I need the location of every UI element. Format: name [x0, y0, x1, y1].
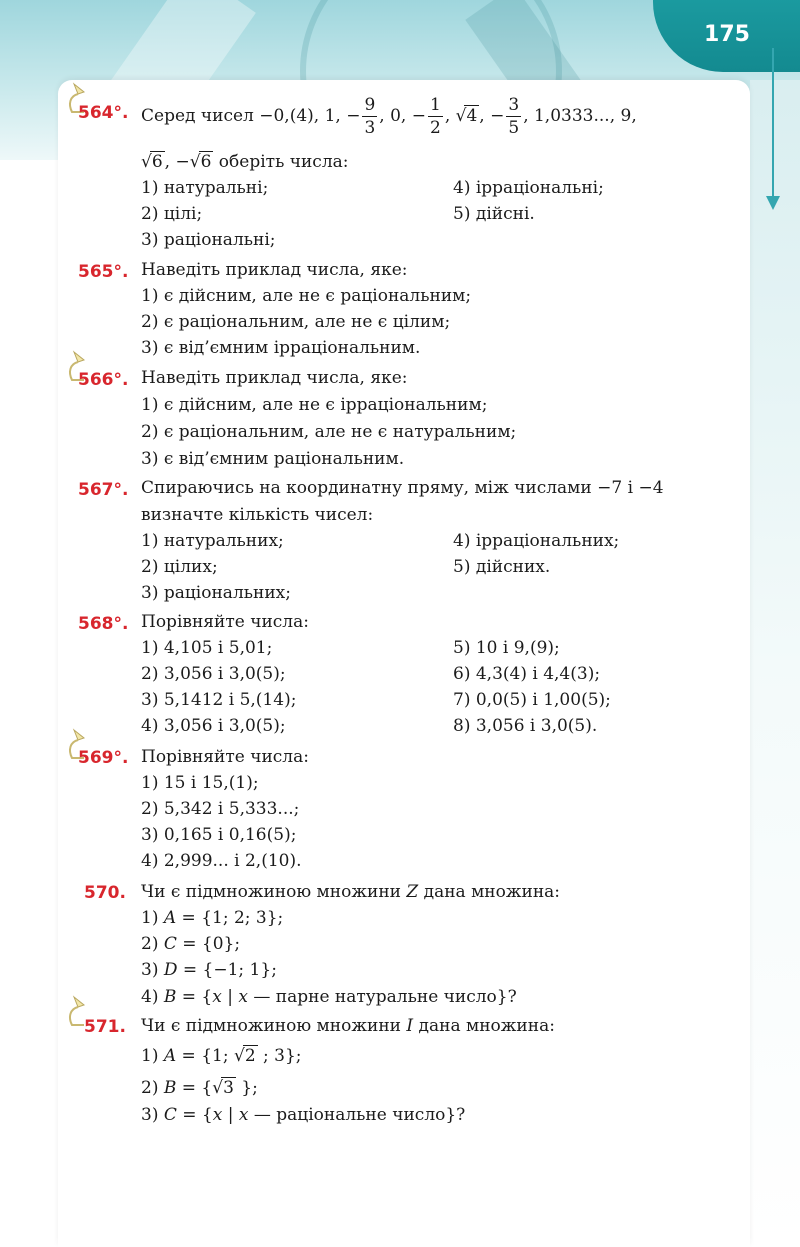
exercise-statement: визначте кількість чисел:: [141, 505, 374, 525]
list-item: 1) A = {1; 2; 3};: [141, 908, 284, 928]
list-item: 4) ірраціональних;: [453, 531, 620, 551]
list-item: 4) 2,999... і 2,(10).: [141, 851, 302, 871]
exercise-number: 566°.: [78, 370, 129, 390]
list-item: 1) A = {1; √2 ; 3};: [141, 1046, 302, 1066]
exercise-statement: Порівняйте числа:: [141, 747, 309, 767]
list-item: 2) 5,342 і 5,333...;: [141, 799, 300, 819]
list-item: 2) є раціональним, але не є цілим;: [141, 312, 451, 332]
exercise-number: 569°.: [78, 748, 129, 768]
list-item: 3) раціональні;: [141, 230, 276, 250]
exercise-statement: Спираючись на координатну пряму, між числами −7 і −4: [141, 478, 664, 498]
exercise-statement: Наведіть приклад числа, яке:: [141, 368, 408, 388]
exercise-number: 565°.: [78, 262, 129, 282]
list-item: 1) 4,105 і 5,01;: [141, 638, 273, 658]
page-number: 175: [704, 22, 750, 47]
list-item: 5) дійсних.: [453, 557, 551, 577]
list-item: 8) 3,056 і 3,0(5).: [453, 716, 598, 736]
list-item: 2) 3,056 і 3,0(5);: [141, 664, 286, 684]
exercise-number: 571.: [84, 1017, 126, 1037]
list-item: 2) є раціональним, але не є натуральним;: [141, 422, 517, 442]
list-item: 6) 4,3(4) і 4,4(3);: [453, 664, 601, 684]
exercise-statement: Чи є підмножиною множини Z дана множина:: [141, 882, 561, 902]
list-item: 2) цілих;: [141, 557, 218, 577]
list-item: 1) є дійсним, але не є ірраціональним;: [141, 395, 488, 415]
right-margin-band: [750, 80, 800, 1247]
margin-line: [772, 48, 774, 198]
list-item: 3) є від’ємним ірраціональним.: [141, 338, 421, 358]
list-item: 5) дійсні.: [453, 204, 535, 224]
exercise-statement: √6 , −√6 оберіть числа:: [141, 152, 349, 172]
exercise-number: 564°.: [78, 103, 129, 123]
list-item: 3) C = {x | x — раціональне число}?: [141, 1105, 466, 1125]
list-item: 2) B = {√3 };: [141, 1078, 258, 1098]
list-item: 5) 10 і 9,(9);: [453, 638, 560, 658]
list-item: 4) ірраціональні;: [453, 178, 604, 198]
exercise-statement: Серед чисел −0,(4), 1, − $\frac{9}{3}$ , 0, − $\frac{1}{2}$ , √4 , − $\frac{3}{5}$ , 1,0333..., 9,: [141, 95, 637, 138]
list-item: 2) C = {0};: [141, 934, 241, 954]
list-item: 1) 15 і 15,(1);: [141, 773, 259, 793]
list-item: 1) є дійсним, але не є раціональним;: [141, 286, 472, 306]
list-item: 3) 0,165 і 0,16(5);: [141, 825, 297, 845]
list-item: 1) натуральні;: [141, 178, 269, 198]
list-item: 4) 3,056 і 3,0(5);: [141, 716, 286, 736]
list-item: 3) є від’ємним раціональним.: [141, 449, 405, 469]
exercise-statement: Порівняйте числа:: [141, 612, 309, 632]
exercise-statement: Наведіть приклад числа, яке:: [141, 260, 408, 280]
list-item: 3) 5,1412 і 5,(14);: [141, 690, 297, 710]
list-item: 2) цілі;: [141, 204, 203, 224]
list-item: 3) раціональних;: [141, 583, 291, 603]
list-item: 7) 0,0(5) і 1,00(5);: [453, 690, 611, 710]
exercise-statement: Чи є підмножиною множини I дана множина:: [141, 1016, 555, 1036]
list-item: 4) B = {x | x — парне натуральне число}?: [141, 987, 517, 1007]
arrow-down-icon: [766, 196, 780, 210]
list-item: 1) натуральних;: [141, 531, 284, 551]
exercise-number: 568°.: [78, 614, 129, 634]
exercise-number: 570.: [84, 883, 126, 903]
list-item: 3) D = {−1; 1};: [141, 960, 277, 980]
exercise-number: 567°.: [78, 480, 129, 500]
